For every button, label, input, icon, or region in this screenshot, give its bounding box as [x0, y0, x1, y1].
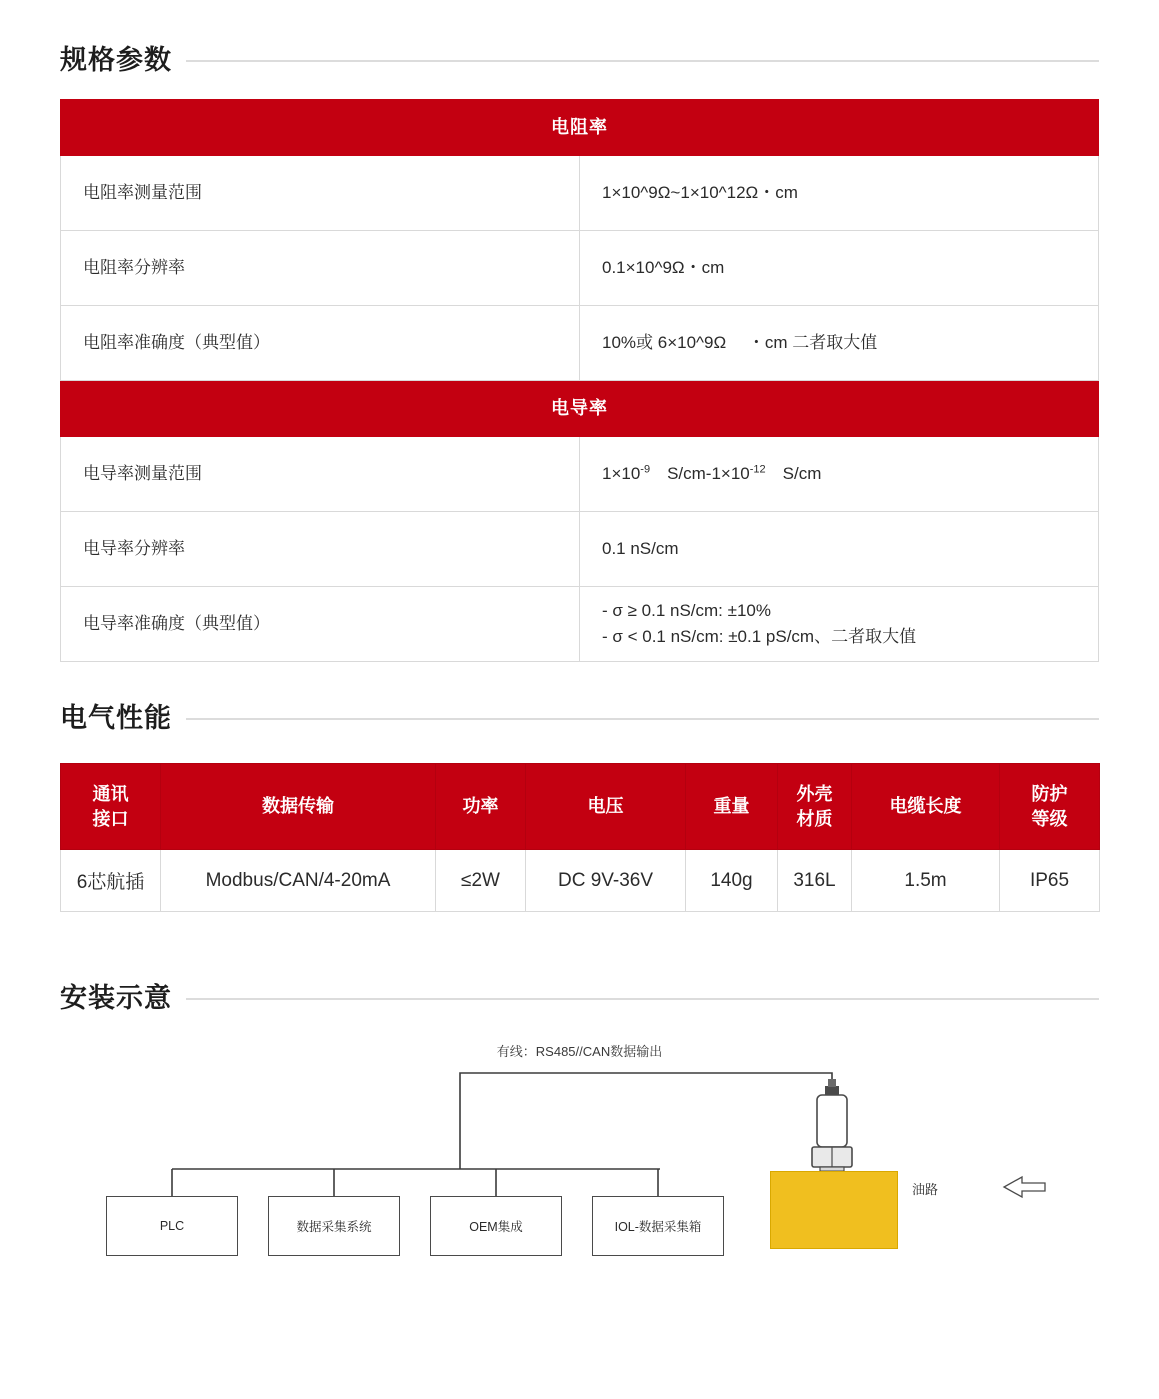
header-line2: 接口: [92, 808, 129, 829]
header-line1: 电压: [587, 796, 624, 817]
table-header-row: [61, 764, 1100, 850]
value-part: S/cm: [765, 463, 822, 483]
value-part: 1×10: [602, 463, 641, 483]
section-header-electrical: [60, 696, 1099, 735]
header-line1: 外壳: [796, 784, 833, 805]
exponent: -12: [749, 463, 766, 476]
cell-power: ≤2W: [436, 850, 526, 912]
value-part: S/cm-1×10: [650, 463, 750, 483]
header-line1: 数据传输: [262, 796, 334, 817]
cell-data-transfer: Modbus/CAN/4-20mA: [161, 850, 436, 912]
header-line1: 通讯: [92, 784, 129, 805]
row-label: 电阻率分辨率: [61, 231, 580, 306]
row-value: 10%或 6×10^9Ω ・cm 二者取大值: [580, 306, 1099, 381]
col-header-interface: [61, 764, 161, 850]
diagram-caption: 有线：RS485//CAN数据输出: [496, 1044, 663, 1059]
row-value: [580, 587, 1099, 662]
section-title-electrical: 电气性能: [60, 703, 172, 733]
header-line2: 材质: [796, 808, 833, 829]
cell-protection-rating: IP65: [1000, 850, 1100, 912]
box-label: OEM集成: [469, 1220, 523, 1234]
table-band-conductivity: [61, 381, 1099, 437]
col-header-cable-length: [852, 764, 1000, 850]
table-row: [61, 587, 1099, 662]
header-line1: 电缆长度: [889, 796, 962, 817]
col-header-voltage: [526, 764, 686, 850]
cell-cable-length: 1.5m: [852, 850, 1000, 912]
table-row: [61, 231, 1099, 306]
row-value: [580, 437, 1099, 512]
oil-route-label: 油路: [912, 1182, 939, 1197]
row-value-line2: - σ < 0.1 nS/cm: ±0.1 pS/cm、二者取大值: [602, 627, 917, 646]
cell-interface: 6芯航插: [61, 850, 161, 912]
row-value-line1: - σ ≥ 0.1 nS/cm: ±10%: [602, 600, 771, 620]
header-line1: 功率: [462, 796, 499, 817]
header-line1: 重量: [713, 796, 750, 817]
spec-table-wrapper: [60, 99, 1099, 662]
col-header-protection-rating: [1000, 764, 1100, 850]
cell-weight: 140g: [686, 850, 778, 912]
oil-pipe-block: [770, 1171, 898, 1249]
box-label: 数据采集系统: [296, 1220, 372, 1234]
header-line1: 防护: [1031, 784, 1068, 805]
col-header-housing-material: [778, 764, 852, 850]
row-value: 0.1 nS/cm: [580, 512, 1099, 587]
table-band-resistivity: [61, 100, 1099, 156]
band-label-resistivity: 电阻率: [61, 100, 1099, 156]
list-item: [430, 1196, 562, 1256]
header-line2: 等级: [1031, 808, 1068, 829]
cell-voltage: DC 9V-36V: [526, 850, 686, 912]
col-header-weight: [686, 764, 778, 850]
divider: [186, 60, 1099, 62]
band-label-conductivity: 电导率: [61, 381, 1099, 437]
divider: [186, 998, 1099, 1000]
electrical-table: [60, 763, 1100, 912]
installation-diagram: [60, 1041, 1099, 1281]
exponent: -9: [640, 463, 651, 476]
table-row: [61, 512, 1099, 587]
divider: [186, 718, 1099, 720]
row-label: 电导率准确度（典型值）: [61, 587, 580, 662]
cell-housing-material: 316L: [778, 850, 852, 912]
row-label: 电导率分辨率: [61, 512, 580, 587]
flow-arrow-icon: [1004, 1177, 1045, 1197]
list-item: [106, 1196, 238, 1256]
section-title-install: 安装示意: [60, 983, 172, 1013]
table-row: [61, 156, 1099, 231]
list-item: [268, 1196, 400, 1256]
row-value: 0.1×10^9Ω・cm: [580, 231, 1099, 306]
box-label: PLC: [159, 1219, 185, 1233]
table-row: [61, 306, 1099, 381]
box-label: IOL-数据采集箱: [614, 1220, 702, 1234]
section-header-install: [60, 976, 1099, 1015]
table-row: [61, 850, 1100, 912]
table-row: [61, 437, 1099, 512]
row-value: 1×10^9Ω~1×10^12Ω・cm: [580, 156, 1099, 231]
col-header-power: [436, 764, 526, 850]
spec-table: [60, 99, 1099, 662]
row-label: 电导率测量范围: [61, 437, 580, 512]
col-header-data-transfer: [161, 764, 436, 850]
section-header-spec: [60, 38, 1099, 77]
page-title: 规格参数: [60, 45, 172, 75]
list-item: [592, 1196, 724, 1256]
row-label: 电阻率测量范围: [61, 156, 580, 231]
row-label: 电阻率准确度（典型值）: [61, 306, 580, 381]
